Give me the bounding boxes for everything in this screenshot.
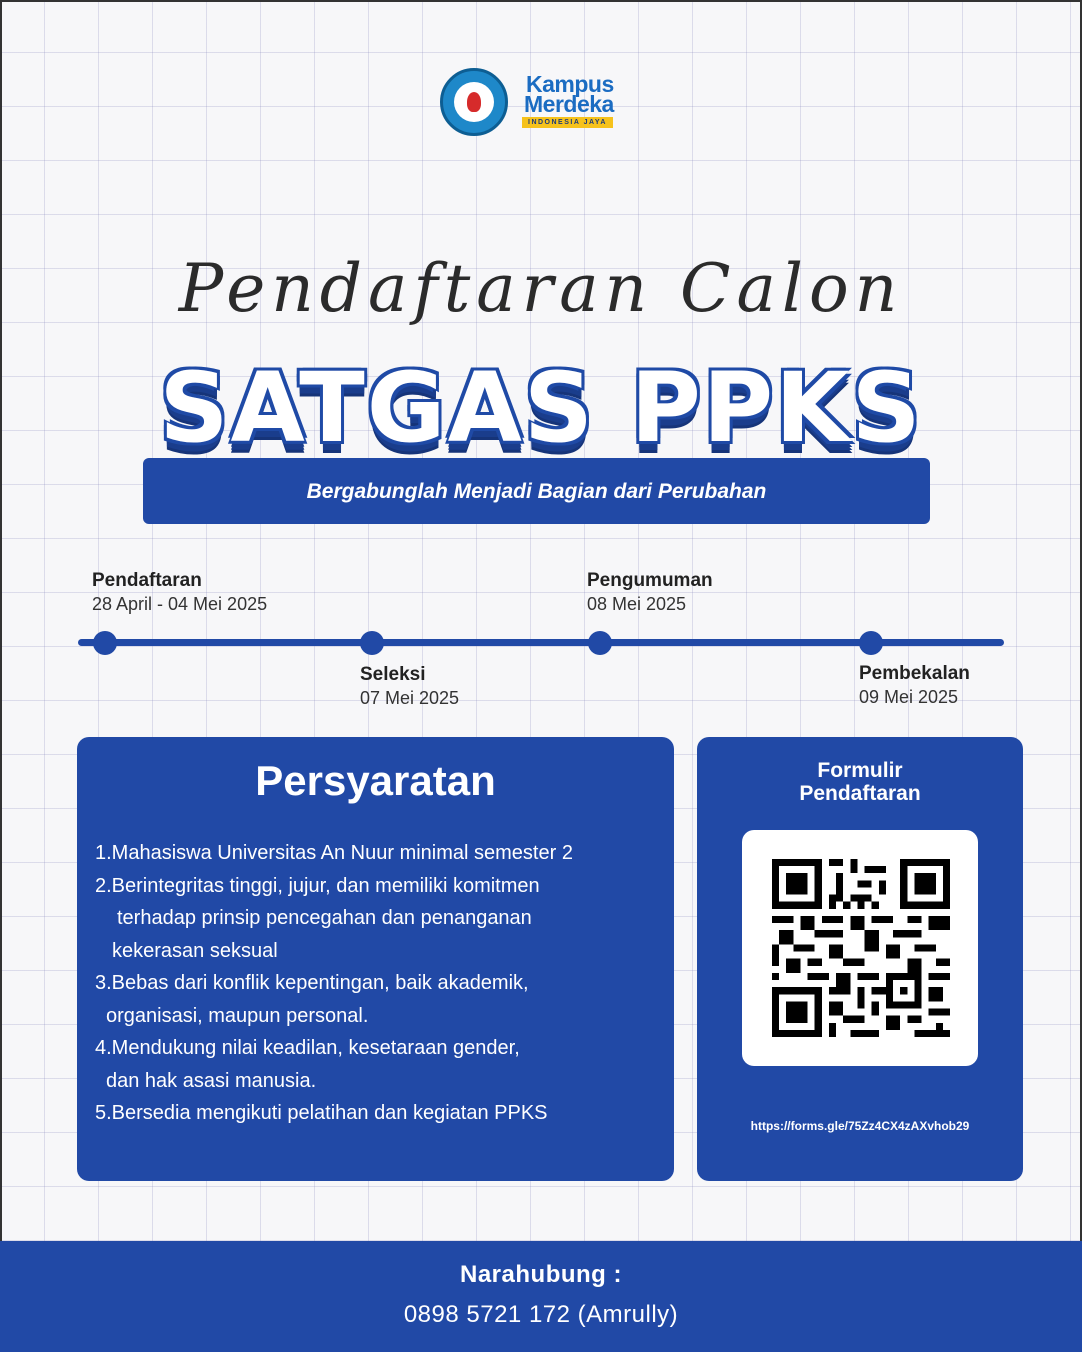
- requirement-line: organisasi, maupun personal.: [106, 1004, 369, 1027]
- registration-form-panel: [697, 737, 1023, 1181]
- flame-icon: [467, 92, 481, 112]
- requirement-item: [95, 870, 674, 968]
- requirement-item: [95, 967, 674, 1032]
- requirement-line: 3.Bebas dari konflik kepentingan, baik akademik,: [95, 972, 529, 994]
- timeline-title: Pembekalan: [859, 663, 970, 684]
- main-title: SATGAS PPKS: [159, 352, 923, 464]
- kampus-merdeka-logo: [520, 69, 630, 135]
- timeline-dot-3: [588, 631, 612, 655]
- requirements-heading: Persyaratan: [255, 757, 496, 804]
- timeline-date: 07 Mei 2025: [360, 688, 460, 708]
- timeline-item-pendaftaran: [92, 570, 267, 615]
- kampus-merdeka-text-2: Merdeka: [524, 91, 614, 117]
- qr-code-icon[interactable]: [742, 830, 978, 1066]
- requirement-line: 2.Berintegritas tinggi, jujur, dan memiliki komitmen: [95, 874, 540, 897]
- timeline-title: Seleksi: [360, 664, 426, 685]
- contact-label: Narahubung :: [460, 1261, 622, 1288]
- requirement-line: dan hak asasi manusia.: [106, 1069, 317, 1092]
- requirement-line: kekerasan seksual: [112, 939, 278, 962]
- subtitle-band: [143, 458, 930, 524]
- timeline-date: 08 Mei 2025: [587, 594, 687, 614]
- form-heading-line: Pendaftaran: [799, 782, 921, 805]
- form-heading: [697, 759, 1023, 805]
- kampus-merdeka-tag: INDONESIA JAYA: [522, 117, 613, 128]
- subtitle: Bergabunglah Menjadi Bagian dari Perubahan: [306, 480, 767, 503]
- requirements-panel: [77, 737, 674, 1181]
- requirement-item: [95, 1032, 674, 1097]
- contact-phone: 0898 5721 172 (Amrully): [403, 1301, 679, 1328]
- timeline-item-seleksi: [360, 664, 459, 709]
- form-heading-line: Formulir: [817, 759, 903, 782]
- timeline-dot-4: [859, 631, 883, 655]
- requirement-item: [95, 837, 674, 870]
- requirements-list: [77, 837, 674, 1130]
- kampus-merdeka-text-1: Kampus: [526, 71, 614, 97]
- timeline-title: Pengumuman: [587, 570, 713, 591]
- contact-footer: [0, 1241, 1082, 1352]
- timeline-item-pengumuman: [587, 570, 713, 615]
- logos-row: [440, 68, 630, 136]
- university-logo: [440, 68, 508, 136]
- script-title: Pendaftaran Calon: [178, 250, 904, 327]
- requirement-line: terhadap prinsip pencegahan dan penanganan: [117, 907, 532, 929]
- timeline-title: Pendaftaran: [92, 570, 202, 591]
- requirement-line: 1.Mahasiswa Universitas An Nuur minimal semester 2: [95, 842, 573, 864]
- timeline-date: 28 April - 04 Mei 2025: [92, 594, 268, 614]
- timeline-dot-1: [93, 631, 117, 655]
- requirement-line: 5.Bersedia mengikuti pelatihan dan kegiatan PPKS: [95, 1102, 548, 1124]
- timeline-item-pembekalan: [859, 663, 970, 708]
- qr-code-graphic: [772, 858, 950, 1038]
- requirement-item: [95, 1097, 674, 1130]
- timeline-dot-2: [360, 631, 384, 655]
- form-url-link[interactable]: https://forms.gle/75Zz4CX4zAXvhob29: [750, 1119, 970, 1133]
- requirement-line: 4.Mendukung nilai keadilan, kesetaraan gender,: [95, 1037, 520, 1059]
- timeline-date: 09 Mei 2025: [859, 687, 959, 707]
